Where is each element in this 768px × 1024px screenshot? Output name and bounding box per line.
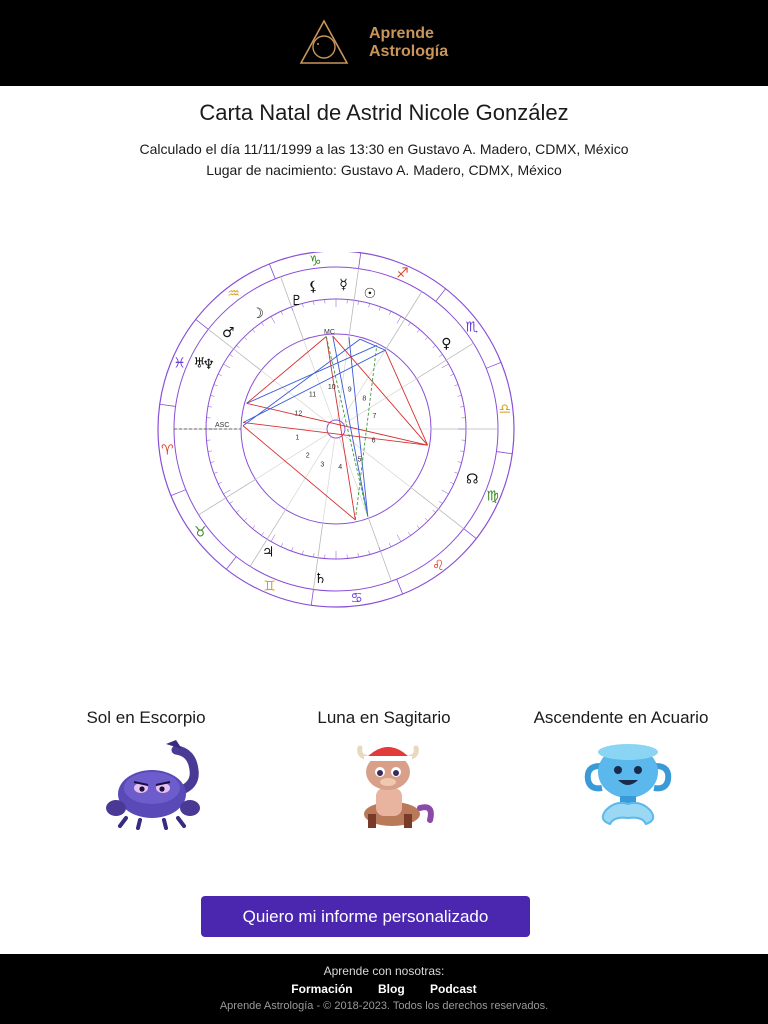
degree-tick bbox=[442, 490, 449, 494]
degree-tick bbox=[425, 337, 428, 340]
degree-tick bbox=[433, 345, 436, 348]
page-title: Carta Natal de Astrid Nicole González bbox=[199, 100, 569, 125]
sun-sign-label: Sol en Escorpio bbox=[86, 708, 206, 727]
degree-tick bbox=[302, 551, 303, 555]
degree-tick bbox=[230, 501, 233, 503]
planet-glyph: ♃ bbox=[261, 544, 275, 561]
degree-tick bbox=[425, 518, 428, 521]
brand-line-2: Astrología bbox=[369, 43, 449, 60]
house-number: 1 bbox=[295, 434, 300, 442]
degree-tick bbox=[214, 472, 218, 473]
house-cusp-line bbox=[411, 487, 464, 528]
aspect-lines bbox=[243, 336, 428, 520]
footer-link-podcast[interactable]: Podcast bbox=[430, 982, 477, 996]
aspect-line bbox=[385, 350, 427, 445]
personalized-report-button[interactable]: Quiero mi informe personalizado bbox=[201, 896, 530, 937]
degree-tick bbox=[218, 374, 222, 376]
degree-tick bbox=[252, 526, 255, 529]
degree-tick bbox=[208, 451, 212, 452]
aspect-line bbox=[360, 339, 385, 350]
house-cusp-line bbox=[199, 479, 256, 515]
sign-glyph: ♊ bbox=[263, 578, 276, 595]
house-number: 11 bbox=[308, 391, 317, 399]
sign-divider bbox=[311, 589, 313, 605]
footer-links bbox=[0, 982, 768, 996]
house-number: 10 bbox=[327, 384, 336, 392]
footer-link-blog[interactable]: Blog bbox=[377, 982, 405, 996]
degree-tick bbox=[292, 547, 293, 551]
degree-tick bbox=[454, 385, 458, 386]
degree-tick bbox=[379, 307, 380, 311]
aspect-line bbox=[326, 337, 368, 517]
sign-glyph: ♑ bbox=[309, 253, 322, 270]
sign-divider bbox=[464, 529, 477, 539]
degree-tick bbox=[230, 354, 233, 356]
house-number: 5 bbox=[357, 456, 362, 464]
copyright: Aprende Astrología - © 2018-2023. Todos los derechos reservados. bbox=[219, 1000, 549, 1012]
sign-divider bbox=[359, 253, 361, 269]
scorpion-mascot bbox=[106, 738, 206, 830]
top-bar bbox=[0, 0, 768, 86]
house-number: 3 bbox=[320, 461, 325, 469]
sign-glyph: ♌ bbox=[432, 557, 445, 574]
aspect-line bbox=[247, 403, 428, 445]
degree-tick bbox=[244, 518, 247, 521]
house-number: 8 bbox=[362, 395, 367, 403]
house-number: 2 bbox=[305, 452, 310, 460]
sign-glyph: ♈ bbox=[160, 442, 174, 459]
planet-glyph: ☊ bbox=[466, 471, 479, 488]
planet-glyphs bbox=[193, 277, 478, 587]
brand-name[interactable] bbox=[369, 25, 448, 61]
degree-tick bbox=[397, 316, 401, 323]
mc-label: MC bbox=[324, 329, 335, 336]
house-cusp-line bbox=[349, 269, 358, 335]
degree-tick bbox=[223, 364, 230, 368]
house-cusp-inner bbox=[255, 434, 328, 480]
aspect-line bbox=[243, 423, 427, 446]
degree-tick bbox=[458, 395, 462, 396]
degree-tick bbox=[417, 329, 420, 332]
water-bearer-mascot bbox=[578, 738, 678, 830]
sign-glyph: ♎ bbox=[498, 401, 512, 418]
sign-glyph: ♍ bbox=[486, 488, 499, 505]
degree-tick bbox=[408, 532, 410, 535]
planet-glyph: ⚸ bbox=[308, 278, 319, 295]
planet-glyph: ♅ bbox=[193, 355, 206, 372]
planet-glyph: ☽ bbox=[251, 305, 264, 322]
planet-glyph: ♄ bbox=[314, 571, 327, 588]
sign-divider bbox=[436, 289, 446, 302]
degree-tick bbox=[214, 385, 218, 386]
degree-tick bbox=[358, 553, 359, 557]
degree-tick bbox=[369, 551, 370, 555]
house-cusp-line bbox=[386, 292, 422, 349]
brand-line-1: Aprende bbox=[369, 25, 434, 42]
centaur-mascot bbox=[338, 738, 438, 830]
degree-tick bbox=[389, 543, 391, 547]
planet-glyph: ♆ bbox=[202, 357, 215, 374]
planet-glyph: ♇ bbox=[290, 292, 303, 309]
degree-tick bbox=[397, 535, 401, 542]
degree-tick bbox=[252, 329, 255, 332]
degree-tick bbox=[433, 510, 436, 513]
calculation-details: Calculado el día 11/11/1999 a las 13:30 en Gustavo A. Madero, CDMX, México bbox=[139, 141, 629, 157]
logo-icon[interactable] bbox=[299, 19, 349, 65]
degree-tick bbox=[244, 337, 247, 340]
degree-tick bbox=[442, 364, 449, 368]
degree-tick bbox=[358, 301, 359, 305]
degree-tick bbox=[281, 543, 283, 547]
sign-glyph: ♉ bbox=[193, 524, 207, 541]
degree-tick bbox=[379, 547, 380, 551]
degree-tick bbox=[458, 462, 462, 463]
degree-tick bbox=[313, 301, 314, 305]
ascendant-sign-label: Ascendente en Acuario bbox=[533, 708, 709, 727]
sign-glyph: ♒ bbox=[227, 286, 240, 303]
house-number: 12 bbox=[294, 410, 303, 418]
degree-tick bbox=[261, 323, 263, 326]
footer-lead: Aprende con nosotras: bbox=[323, 964, 445, 978]
degree-tick bbox=[460, 406, 464, 407]
planet-glyph: ☉ bbox=[363, 286, 377, 303]
house-number: 9 bbox=[347, 386, 352, 394]
degree-tick bbox=[389, 311, 391, 315]
degree-tick bbox=[271, 316, 275, 323]
degree-tick bbox=[271, 535, 275, 542]
degree-tick bbox=[417, 526, 420, 529]
planet-glyph: ♂ bbox=[221, 324, 235, 341]
degree-tick bbox=[369, 303, 370, 307]
sign-divider bbox=[160, 404, 176, 406]
degree-tick bbox=[210, 462, 214, 463]
degree-tick bbox=[408, 323, 410, 326]
sign-divider bbox=[196, 319, 209, 329]
degree-tick bbox=[223, 490, 230, 494]
house-number: 7 bbox=[372, 412, 377, 420]
sign-glyph: ♏ bbox=[465, 319, 479, 336]
house-cusp-inner bbox=[286, 437, 332, 510]
degree-tick bbox=[236, 510, 239, 513]
planet-glyph: ♀ bbox=[441, 335, 452, 352]
degree-tick bbox=[208, 406, 212, 407]
degree-tick bbox=[313, 553, 314, 557]
sign-glyph: ♋ bbox=[350, 590, 363, 607]
footer bbox=[0, 954, 768, 1024]
degree-tick bbox=[218, 482, 222, 484]
degree-tick bbox=[261, 532, 263, 535]
sign-divider bbox=[226, 557, 236, 570]
sign-divider bbox=[486, 362, 501, 368]
degree-tick bbox=[439, 354, 442, 356]
birthplace-details: Lugar de nacimiento: Gustavo A. Madero, CDMX, México bbox=[206, 162, 562, 178]
degree-tick bbox=[439, 501, 442, 503]
house-number: 4 bbox=[338, 463, 343, 471]
degree-tick bbox=[236, 345, 239, 348]
natal-chart-wheel bbox=[140, 252, 532, 612]
house-cusp-line bbox=[208, 329, 261, 370]
degree-tick bbox=[450, 374, 454, 376]
sign-divider bbox=[171, 490, 186, 496]
house-cusp-inner bbox=[323, 438, 335, 523]
degree-tick bbox=[460, 451, 464, 452]
sign-divider bbox=[496, 452, 512, 454]
degree-tick bbox=[450, 482, 454, 484]
degree-tick bbox=[281, 311, 283, 315]
sign-divider bbox=[397, 579, 403, 594]
degree-tick bbox=[210, 395, 214, 396]
footer-link-formacion[interactable]: Formación bbox=[291, 982, 353, 996]
house-cusp-inner bbox=[344, 379, 417, 425]
house-cusps bbox=[174, 269, 498, 590]
moon-sign-label: Luna en Sagitario bbox=[317, 708, 451, 727]
planet-glyph: ☿ bbox=[339, 277, 348, 294]
sign-divider bbox=[269, 264, 275, 279]
house-number: 6 bbox=[371, 437, 376, 445]
sign-glyph: ♓ bbox=[173, 355, 186, 372]
asc-label: ASC bbox=[215, 422, 230, 429]
degree-tick bbox=[454, 472, 458, 473]
sign-glyph: ♐ bbox=[396, 265, 409, 282]
